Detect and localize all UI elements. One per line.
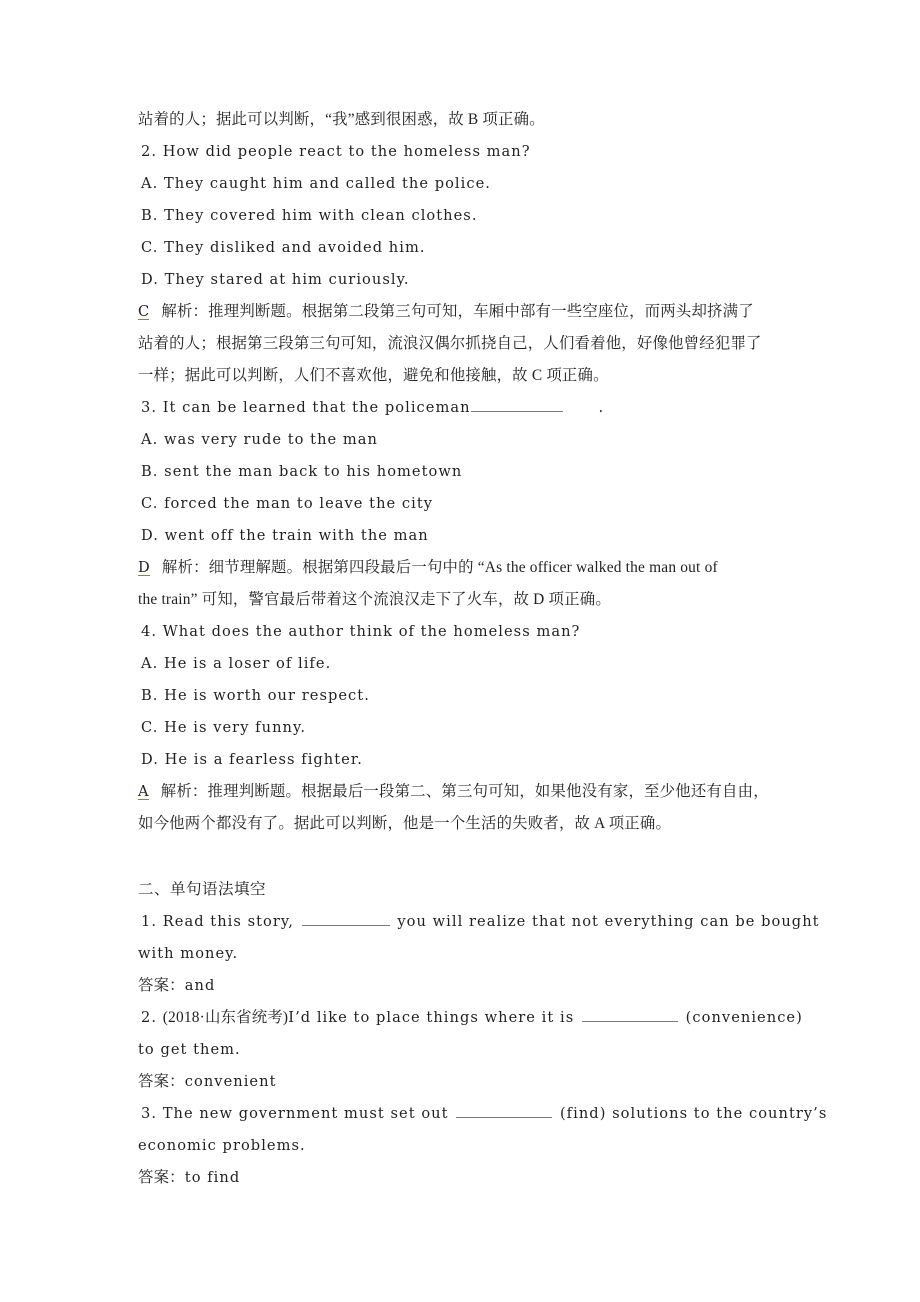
- grammar-source-tag: (2018·山东省统考): [162, 1009, 289, 1026]
- question-stem: [138, 616, 820, 648]
- explanation-line: 一样；据此可以判断，人们不喜欢他，避免和他接触，故 C 项正确。: [138, 367, 609, 384]
- grammar-number: 1.: [141, 913, 158, 930]
- option-row[interactable]: [138, 424, 820, 456]
- option-row[interactable]: [138, 488, 820, 520]
- option-letter: A.: [141, 655, 159, 672]
- option-text: They caught him and called the police.: [163, 175, 491, 192]
- option-text: went off the train with the man: [164, 527, 429, 544]
- option-text: forced the man to leave the city: [164, 495, 434, 512]
- grammar-answer-row: [138, 1162, 820, 1194]
- fill-blank[interactable]: [302, 912, 390, 926]
- option-letter: A.: [141, 431, 159, 448]
- grammar-question: [138, 1098, 828, 1130]
- option-row[interactable]: [138, 232, 820, 264]
- option-letter: D.: [141, 527, 159, 544]
- explanation-line: 如今他两个都没有了。据此可以判断，他是一个生活的失败者，故 A 项正确。: [138, 815, 672, 832]
- option-row[interactable]: [138, 712, 820, 744]
- option-letter: B.: [141, 463, 159, 480]
- option-text: He is very funny.: [164, 719, 307, 736]
- fill-blank[interactable]: [456, 1104, 552, 1118]
- option-letter: C.: [141, 719, 159, 736]
- explanation-continuation-line: 站着的人；据此可以判断，“我”感到很困惑，故 B 项正确。: [138, 111, 545, 128]
- grammar-answer-row: [138, 970, 820, 1002]
- question-stem-text: How did people react to the homeless man?: [162, 143, 531, 160]
- option-text: They stared at him curiously.: [164, 271, 410, 288]
- option-letter: C.: [141, 495, 159, 512]
- answer-label: 答案：: [138, 977, 185, 994]
- option-row[interactable]: [138, 456, 820, 488]
- answer-value: convenient: [184, 1073, 277, 1090]
- option-row[interactable]: [138, 648, 820, 680]
- explanation-first-line: [138, 776, 820, 808]
- explanation-line: the train” 可知，警官最后带着这个流浪汉走下了火车，故 D 项正确。: [138, 591, 611, 608]
- answer-letter-badge: A: [138, 783, 149, 800]
- grammar-text-before: The new government must set out: [162, 1105, 449, 1122]
- grammar-answer-row: [138, 1066, 820, 1098]
- option-row[interactable]: [138, 680, 820, 712]
- grammar-wrap-line: economic problems.: [138, 1137, 306, 1154]
- answer-value: to find: [184, 1169, 241, 1186]
- grammar-number: 2.: [141, 1009, 158, 1026]
- option-text: They covered him with clean clothes.: [164, 207, 478, 224]
- answer-label: 答案：: [138, 1073, 185, 1090]
- explanation-first-line: [138, 552, 820, 584]
- question-stem-text: What does the author think of the homeless man?: [162, 623, 581, 640]
- grammar-number: 3.: [141, 1105, 158, 1122]
- option-text: He is worth our respect.: [164, 687, 370, 704]
- question-number: 4.: [141, 623, 158, 640]
- answer-value: and: [184, 977, 216, 994]
- option-text: They disliked and avoided him.: [164, 239, 426, 256]
- option-row[interactable]: [138, 200, 820, 232]
- answer-letter-badge: D: [138, 559, 150, 576]
- option-row[interactable]: [138, 264, 820, 296]
- answer-letter-badge: C: [138, 303, 150, 320]
- grammar-question: [138, 906, 820, 938]
- option-row[interactable]: [138, 168, 820, 200]
- option-row[interactable]: [138, 744, 820, 776]
- option-letter: A.: [141, 175, 159, 192]
- section-heading-grammar: 二、单句语法填空: [138, 881, 266, 898]
- explanation-text: 解析：推理判断题。根据第二段第三句可知，车厢中部有一些空座位，而两头却挤满了: [161, 303, 754, 320]
- option-text: He is a loser of life.: [163, 655, 332, 672]
- question-stem-tail: .: [598, 399, 605, 416]
- explanation-text: 解析：细节理解题。根据第四段最后一句中的 “As the officer walked the man out of: [161, 559, 718, 576]
- option-letter: D.: [141, 751, 159, 768]
- option-letter: B.: [141, 687, 159, 704]
- explanation-line: 站着的人；根据第三段第三句可知，流浪汉偶尔抓挠自己，人们看着他，好像他曾经犯罪了: [138, 335, 762, 352]
- grammar-question: [138, 1002, 820, 1034]
- option-text: was very rude to the man: [163, 431, 379, 448]
- option-letter: C.: [141, 239, 159, 256]
- question-number: 2.: [141, 143, 158, 160]
- grammar-text-after: (convenience): [685, 1009, 803, 1026]
- grammar-wrap-line: with money.: [138, 945, 239, 962]
- answer-label: 答案：: [138, 1169, 185, 1186]
- question-stem: [138, 136, 820, 168]
- option-text: sent the man back to his hometown: [164, 463, 463, 480]
- option-row[interactable]: [138, 520, 820, 552]
- fill-blank[interactable]: [582, 1008, 678, 1022]
- grammar-text-after: you will realize that not everything can be bought: [397, 913, 820, 930]
- option-letter: D.: [141, 271, 159, 288]
- explanation-first-line: [138, 296, 820, 328]
- option-text: He is a fearless fighter.: [164, 751, 363, 768]
- section-gap: [138, 840, 820, 874]
- explanation-text: 解析：推理判断题。根据最后一段第二、第三句可知，如果他没有家，至少他还有自由，: [160, 783, 769, 800]
- fill-blank[interactable]: [471, 398, 563, 412]
- grammar-text-before: Read this story,: [162, 913, 294, 930]
- question-stem-text: It can be learned that the policeman: [162, 399, 471, 416]
- grammar-text-after: (find) solutions to the country’s: [559, 1105, 828, 1122]
- question-stem: [138, 392, 820, 424]
- question-number: 3.: [141, 399, 158, 416]
- option-letter: B.: [141, 207, 159, 224]
- grammar-text-before: I’d like to place things where it is: [288, 1009, 575, 1026]
- grammar-wrap-line: to get them.: [138, 1041, 241, 1058]
